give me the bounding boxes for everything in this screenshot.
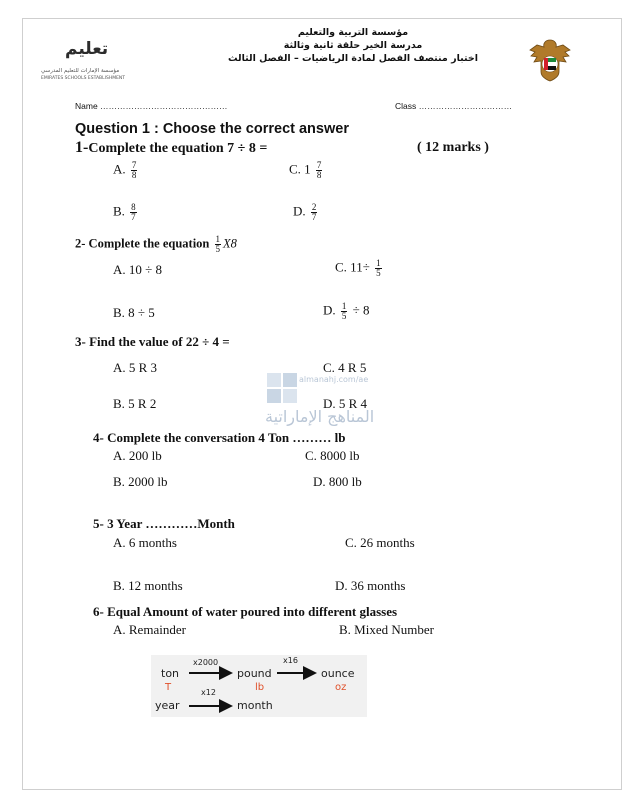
label-ounce: ounce [321,667,355,680]
q4-prompt: 4- Complete the conversation 4 Ton ……… lb [93,430,346,445]
label-pound: pound [237,667,272,680]
name-field[interactable]: Name ……………………………………… [75,101,228,111]
q5-option-d[interactable]: D. 36 months [335,578,406,593]
q1-prompt: 1-Complete the equation 7 ÷ 8 = [75,139,268,156]
q4-option-a[interactable]: A. 200 lb [113,448,162,463]
label-oz: oz [335,682,347,693]
q3-option-c[interactable]: C. 4 R 5 [323,360,367,375]
watermark-url: almanahj.com/ae [299,375,369,384]
q6-option-b[interactable]: B. Mixed Number [339,622,434,637]
label-T: T [165,682,172,693]
q4-option-b[interactable]: B. 2000 lb [113,474,168,489]
label-x2000: x2000 [193,658,219,667]
q2-option-b[interactable]: B. 8 ÷ 5 [113,305,155,320]
header-line-1: مؤسسة التربية والتعليم [297,27,409,38]
q4-option-c[interactable]: C. 8000 lb [305,448,360,463]
conversion-diagram [151,655,367,717]
watermark-arabic: المناهج الإماراتية [265,407,375,426]
q3-option-a[interactable]: A. 5 R 3 [113,360,158,375]
question-title: Question 1 : Choose the correct answer [75,121,349,137]
label-month: month [237,699,273,712]
q6-option-a[interactable]: A. Remainder [113,622,186,637]
diagram-arrows [151,655,367,717]
header-line-2: مدرسة الخير حلقة ثانية وثالثة [283,40,423,51]
q2-option-a[interactable]: A. 10 ÷ 8 [113,262,163,277]
q5-option-b[interactable]: B. 12 months [113,578,183,593]
q3-prompt: 3- Find the value of 22 ÷ 4 = [75,334,230,349]
label-x16: x16 [283,656,298,665]
class-field[interactable]: Class …………………………… [395,101,513,111]
marks-label: ( 12 marks ) [417,140,489,155]
emblem-icon [527,36,573,84]
q4-option-d[interactable]: D. 800 lb [313,474,362,489]
q1-option-c[interactable]: C. 1 $\frac{7}{8}$ [289,160,322,180]
worksheet-page [22,18,622,790]
label-ton: ton [161,667,180,680]
q2-option-d[interactable]: D. $\frac{1}{5}$ ÷ 8 [323,301,370,321]
watermark-logo-icon [265,371,299,405]
label-x12: x12 [201,688,216,697]
q1-option-d[interactable]: D. $\frac{2}{7}$ [293,202,317,222]
label-lb: lb [255,682,265,693]
school-logo [65,39,108,59]
label-year: year [155,699,180,712]
header-line-3: اختبار منتصف الفصل لمادة الرياضيات – الفصل الثالث [227,53,479,64]
logo-subtitle-arabic: مؤسسة الإمارات للتعليم المدرسي [41,68,120,74]
q3-option-b[interactable]: B. 5 R 2 [113,396,157,411]
q5-prompt: 5- 3 Year …………Month [93,516,235,531]
q5-option-c[interactable]: C. 26 months [345,535,415,550]
q6-prompt: 6- Equal Amount of water poured into different glasses [93,604,398,619]
q3-option-d[interactable]: D. 5 R 4 [323,396,368,411]
q1-option-a[interactable]: A. $\frac{7}{8}$ [113,160,137,180]
q1-option-b[interactable]: B. $\frac{8}{7}$ [113,202,136,222]
q2-option-c[interactable]: C. 11÷ $\frac{1}{5}$ [335,258,381,278]
logo-word: تعليم [65,39,109,59]
logo-subtitle-english: EMIRATES SCHOOLS ESTABLISHMENT [41,76,126,81]
q2-prompt: 2- Complete the equation $\frac{1}{5}$ X8 [75,234,237,254]
q5-option-a[interactable]: A. 6 months [113,535,177,550]
